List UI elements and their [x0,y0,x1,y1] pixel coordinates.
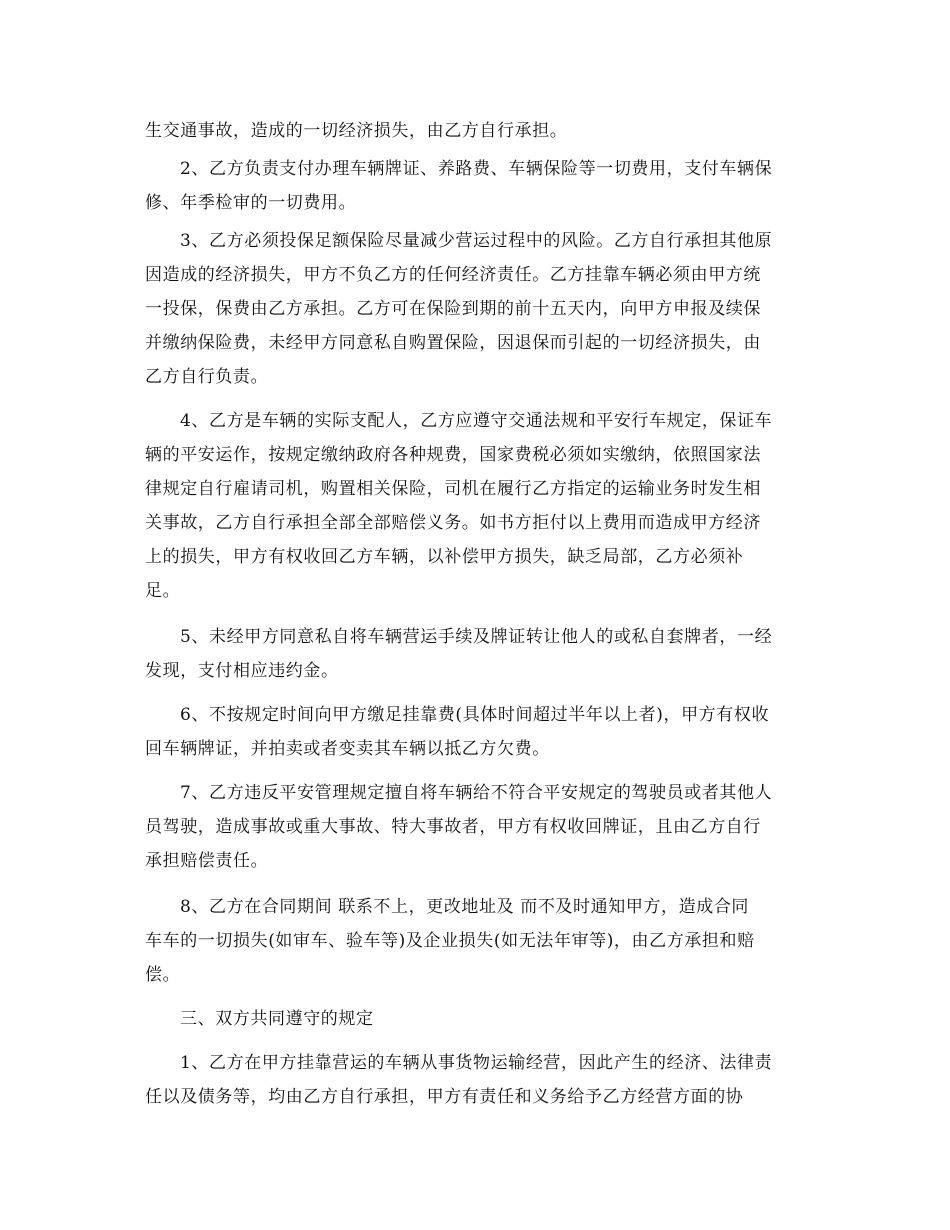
text-line: 律规定自行雇请司机，购置相关保险，司机在履行乙方指定的运输业务时发生相 [145,479,761,499]
paragraph-6-start: 6、不按规定时间向甲方缴足挂靠费(具体时间超过半年以上者)，甲方有权收 [180,705,770,725]
text-line: 上的损失，甲方有权收回乙方车辆，以补偿甲方损失，缺乏局部，乙方必须补 [145,547,744,567]
text-line: 修、年季检审的一切费用。 [145,193,357,213]
text-line: 员驾驶，造成事故或重大事故、特大事故者，甲方有权收回牌证，且由乙方自行 [145,817,761,837]
paragraph-8-start: 8、乙方在合同期间 联系不上，更改地址及 而不及时通知甲方，造成合同 [180,897,750,917]
text-line: 生交通事故，造成的一切经济损失，由乙方自行承担。 [145,121,568,141]
text-line: 回车辆牌证，并拍卖或者变卖其车辆以抵乙方欠费。 [145,739,550,759]
text-line: 辆的平安运作，按规定缴纳政府各种规费，国家费税必须如实缴纳，依照国家法 [145,445,761,465]
text-line: 任以及债务等，均由乙方自行承担，甲方有责任和义务给予乙方经营方面的协 [145,1087,744,1107]
text-line: 关事故，乙方自行承担全部全部赔偿义务。如书方拒付以上费用而造成甲方经济 [145,513,761,533]
text-line: 乙方自行负责。 [145,367,269,387]
text-line: 偿。 [145,965,181,985]
paragraph-1-start: 1、乙方在甲方挂靠营运的车辆从事货物运输经营，因此产生的经济、法律责 [180,1053,773,1073]
paragraph-7-start: 7、乙方违反平安管理规定擅自将车辆给不符合平安规定的驾驶员或者其他人 [180,783,773,803]
text-line: 因造成的经济损失，甲方不负乙方的任何经济责任。乙方挂靠车辆必须由甲方统 [145,265,761,285]
section-heading: 三、双方共同遵守的规定 [180,1009,374,1029]
text-line: 发现，支付相应违约金。 [145,661,339,681]
text-line: 并缴纳保险费，未经甲方同意私自购置保险，因退保而引起的一切经济损失，由 [145,333,761,353]
text-line: 一投保，保费由乙方承担。乙方可在保险到期的前十五天内，向甲方申报及续保 [145,299,761,319]
paragraph-2-start: 2、乙方负责支付办理车辆牌证、养路费、车辆保险等一切费用，支付车辆保 [180,159,773,179]
text-line: 承担赔偿责任。 [145,851,269,871]
text-line: 足。 [145,581,181,601]
text-line: 车车的一切损失(如审车、验车等)及企业损失(如无法年审等)，由乙方承担和赔 [145,931,755,951]
paragraph-5-start: 5、未经甲方同意私自将车辆营运手续及牌证转让他人的或私自套牌者，一经 [180,627,773,647]
paragraph-3-start: 3、乙方必须投保足额保险尽量减少营运过程中的风险。乙方自行承担其他原 [180,231,773,251]
paragraph-4-start: 4、乙方是车辆的实际支配人，乙方应遵守交通法规和平安行车规定，保证车 [180,411,773,431]
